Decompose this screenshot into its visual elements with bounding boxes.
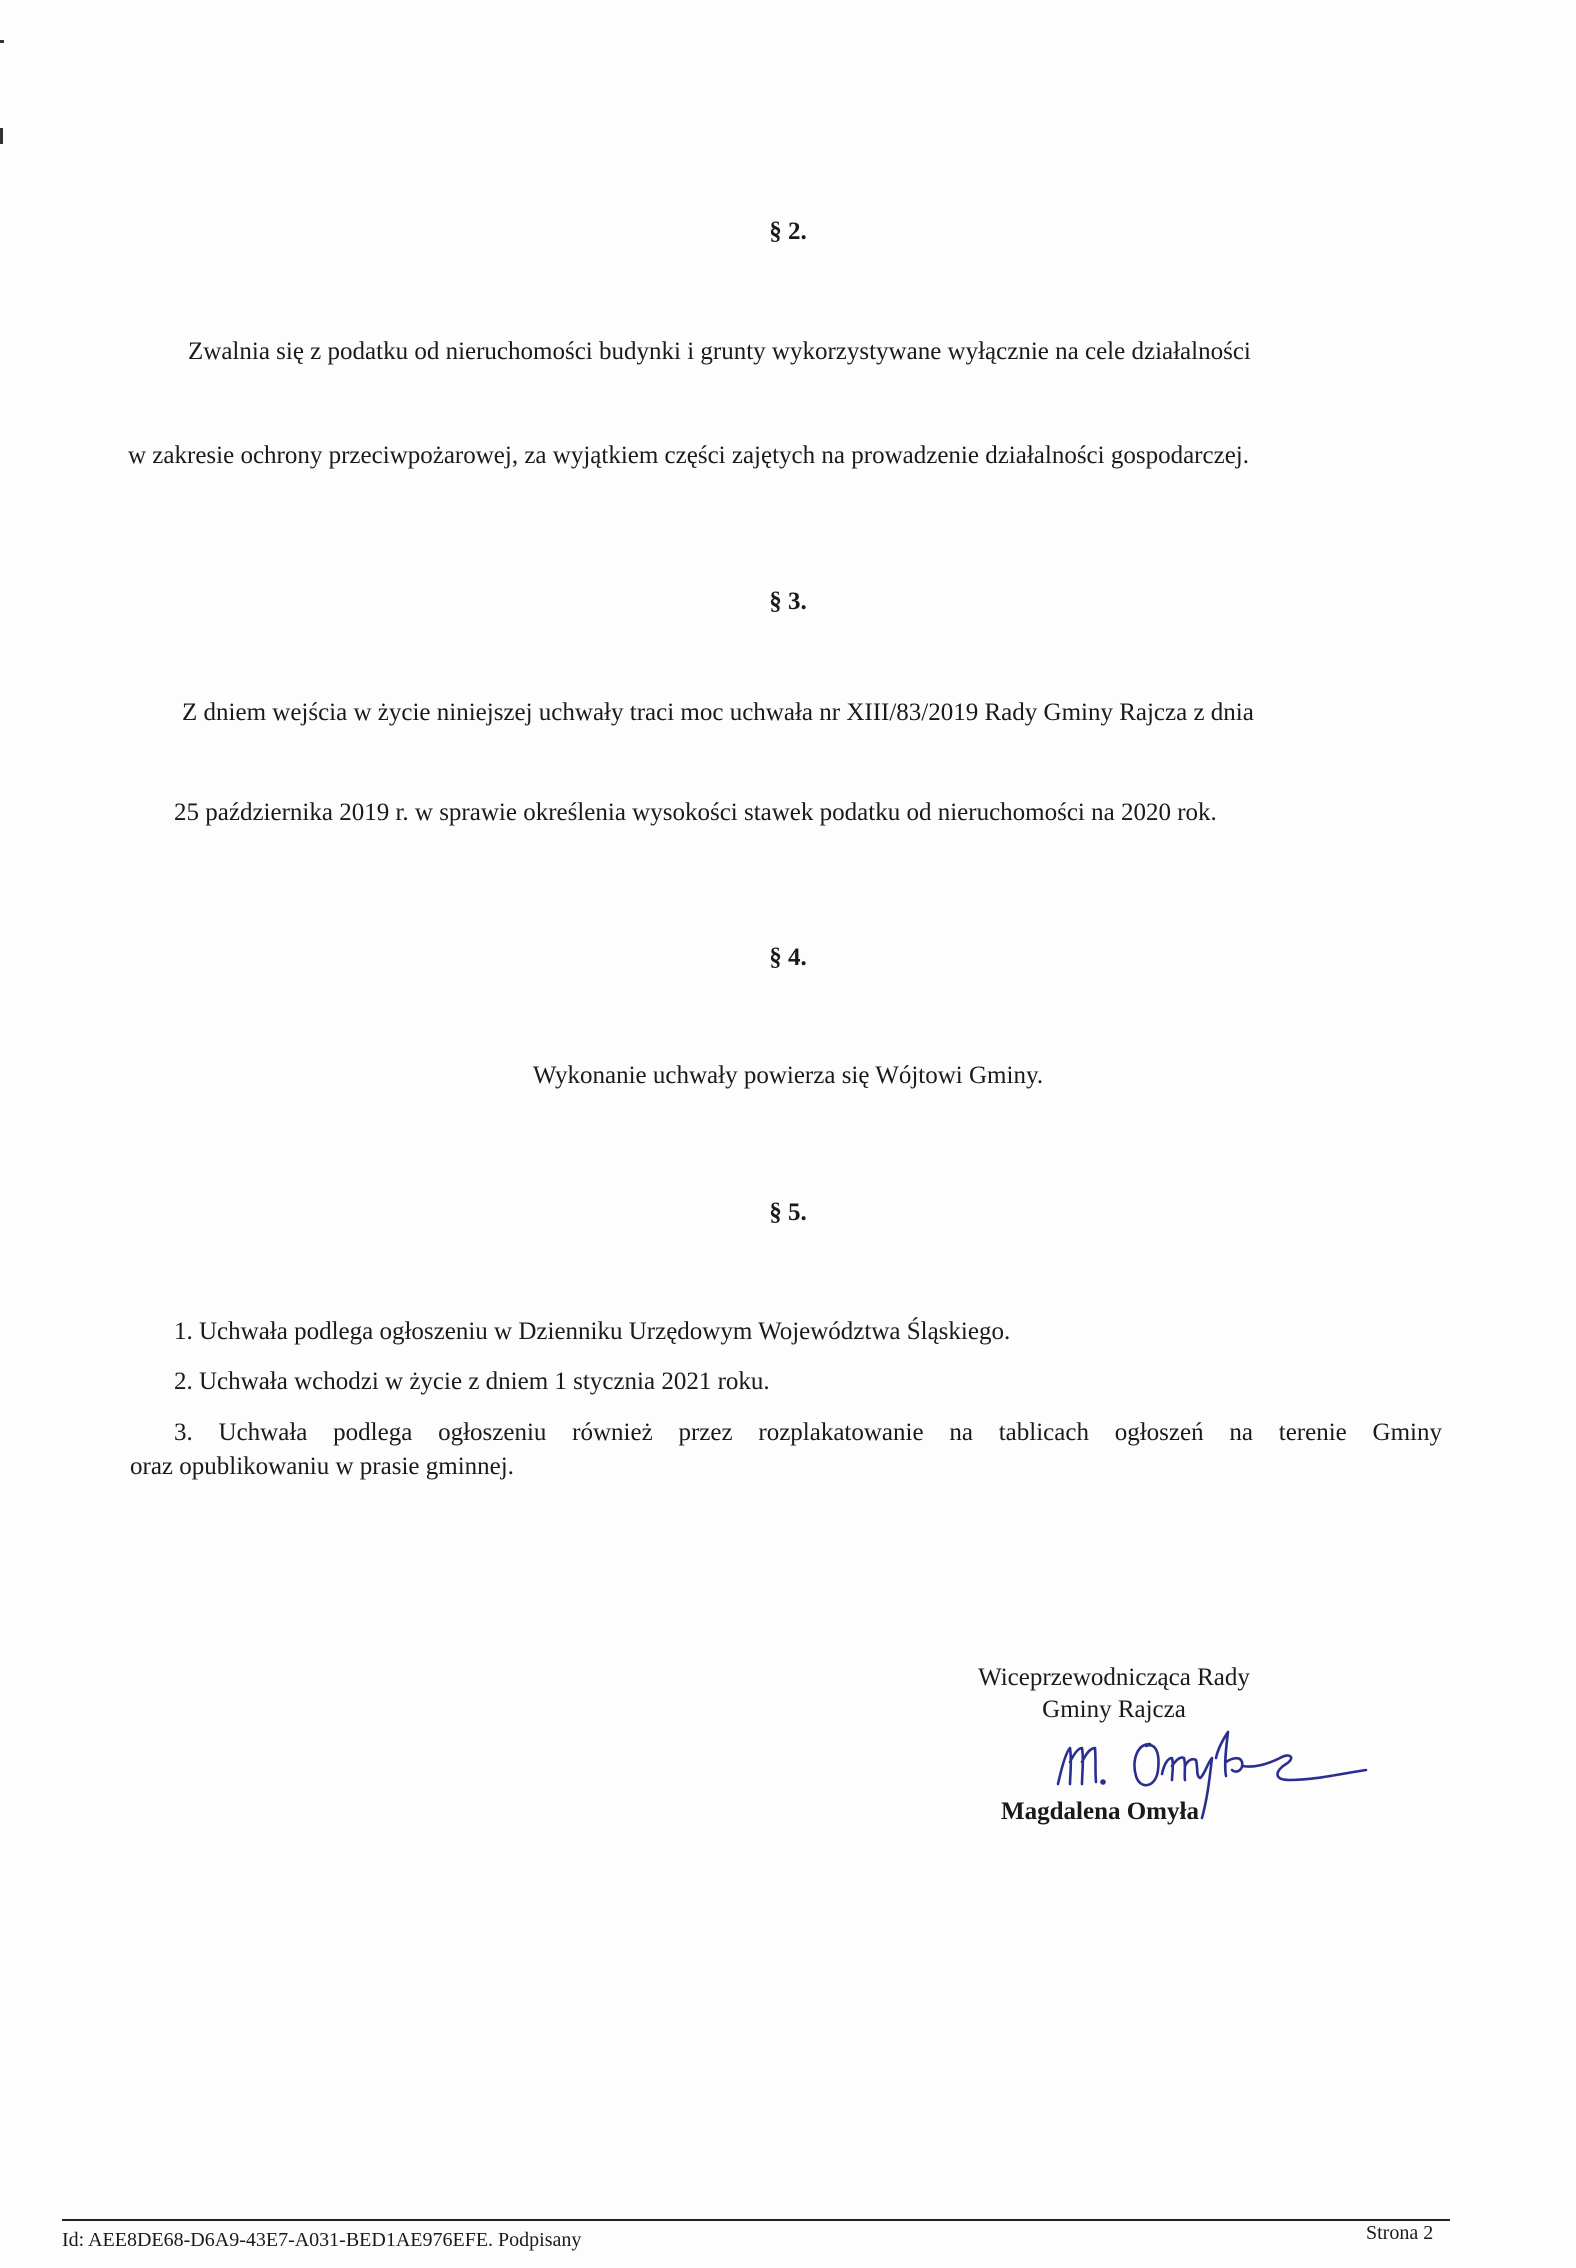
section-5-item-3-line-2: oraz opublikowaniu w prasie gminnej. — [130, 1453, 514, 1480]
section-3-paragraph-line-2: 25 października 2019 r. w sprawie określenia wysokości stawek podatku od nieruchomości na 2020 rok. — [174, 799, 1217, 826]
section-2-heading: § 2. — [769, 218, 807, 245]
scan-artifact-mark — [0, 128, 3, 144]
section-4-heading: § 4. — [769, 944, 807, 971]
signature-title-line-1: Wiceprzewodnicząca Rady — [978, 1664, 1250, 1691]
section-3-paragraph-line-1: Z dniem wejścia w życie niniejszej uchwały traci moc uchwała nr XIII/83/2019 Rady Gminy Rajcza z dnia — [182, 699, 1254, 726]
section-4-paragraph: Wykonanie uchwały powierza się Wójtowi Gminy. — [532, 1062, 1044, 1089]
footer-page-number: Strona 2 — [1366, 2222, 1434, 2244]
section-2-paragraph-line-2: w zakresie ochrony przeciwpożarowej, za wyjątkiem części zajętych na prowadzenie działalności gospodarczej. — [128, 442, 1249, 469]
signature-title-line-2: Gminy Rajcza — [1042, 1696, 1186, 1723]
section-5-item-2: 2. Uchwała wchodzi w życie z dniem 1 stycznia 2021 roku. — [174, 1368, 770, 1395]
footer-document-id: Id: AEE8DE68-D6A9-43E7-A031-BED1AE976EFE. Podpisany — [62, 2229, 582, 2251]
section-2-paragraph-line-1: Zwalnia się z podatku od nieruchomości budynki i grunty wykorzystywane wyłącznie na cele działalności — [188, 338, 1251, 365]
section-3-heading: § 3. — [769, 588, 807, 615]
footer-divider — [62, 2219, 1450, 2221]
section-5-item-3-line-1: 3. Uchwała podlega ogłoszeniu również przez rozplakatowanie na tablicach ogłoszeń na terenie Gminy — [174, 1419, 1442, 1446]
section-5-heading: § 5. — [769, 1199, 807, 1226]
scan-artifact-mark — [0, 40, 4, 43]
signatory-name: Magdalena Omyła — [1001, 1798, 1199, 1825]
section-5-item-1: 1. Uchwała podlega ogłoszeniu w Dzienniku Urzędowym Województwa Śląskiego. — [174, 1318, 1011, 1345]
